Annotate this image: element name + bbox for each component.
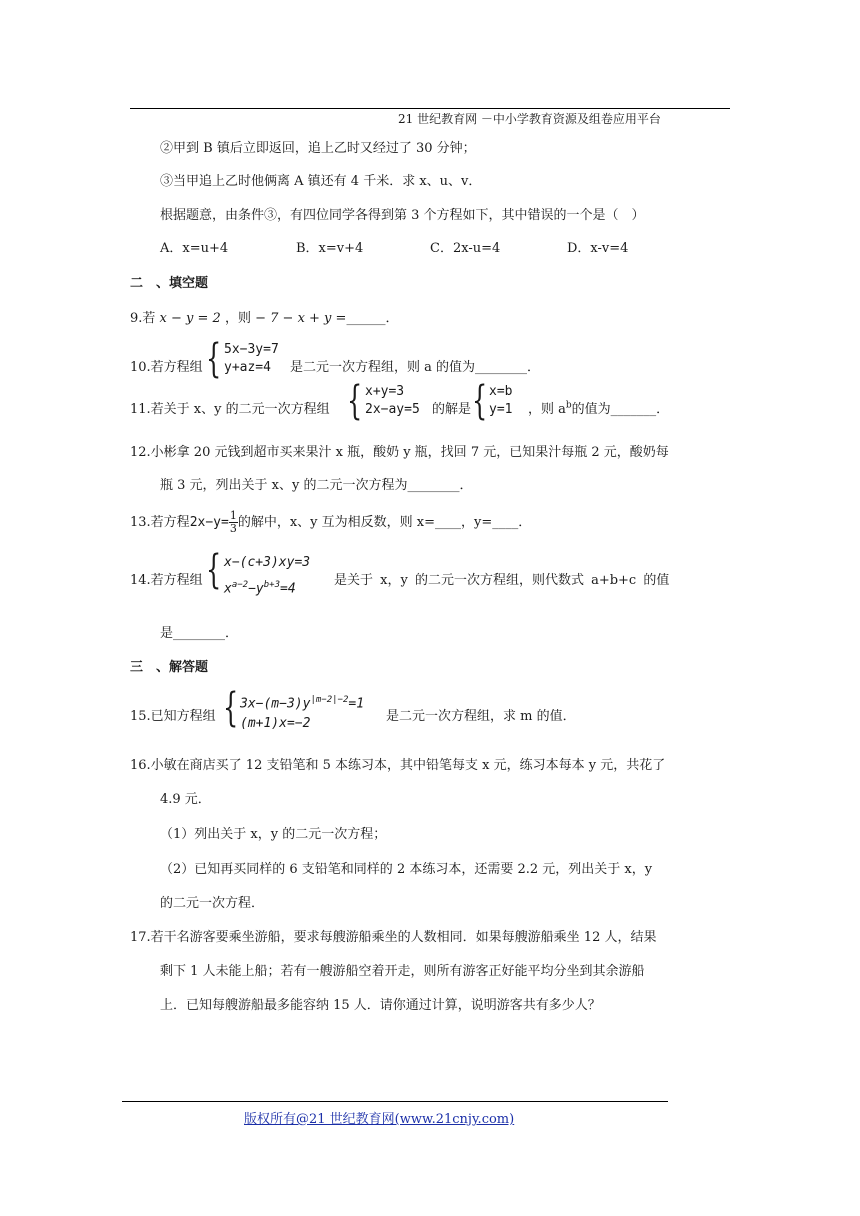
q16-line-1: 16.小敏在商店买了 12 支铅笔和 5 本练习本，其中铅笔每支 x 元，练习本每本 y 元，共花了 bbox=[130, 758, 666, 773]
q9-mid: ，则 bbox=[224, 311, 251, 326]
section-solve-title: 三 、解答题 bbox=[130, 660, 209, 675]
q8-condition-2: ②甲到 B 镇后立即返回，追上乙时又经过了 30 分钟； bbox=[160, 141, 476, 156]
q15-brace: { bbox=[223, 685, 239, 731]
q14-exp-a: a−2 bbox=[231, 580, 249, 590]
q9-tail: =______． bbox=[335, 311, 399, 326]
q12-line-2: 瓶 3 元，列出关于 x、y 的二元一次方程为________． bbox=[160, 478, 473, 493]
header-rule bbox=[130, 108, 730, 109]
q13-fraction bbox=[229, 510, 238, 535]
q14-eq-b bbox=[224, 574, 310, 600]
question-9 bbox=[130, 307, 398, 326]
q10-brace: { bbox=[206, 336, 222, 382]
q11-brace: { bbox=[347, 378, 363, 424]
q15-system bbox=[240, 690, 364, 734]
q14-system bbox=[224, 552, 310, 600]
q16-sub-2b: 的二元一次方程． bbox=[160, 896, 265, 911]
q11-mid: 的解是 bbox=[432, 402, 472, 417]
q16-sub-1: （1）列出关于 x，y 的二元一次方程； bbox=[160, 827, 387, 842]
q12-line-1: 12.小彬拿 20 元钱到超市买来果汁 x 瓶，酸奶 y 瓶，找回 7 元，已知果汁每瓶 2 元，酸奶每 bbox=[130, 445, 669, 460]
q8-option-c: C．2x-u=4 bbox=[430, 241, 501, 256]
q10-eq-a: 5x−3y=7 bbox=[224, 342, 279, 357]
q11-eq-a: x+y=3 bbox=[365, 384, 405, 399]
q8-option-d: D．x-v=4 bbox=[567, 241, 629, 256]
q14-eq-b-1: x bbox=[224, 581, 232, 597]
q10-tail: 是二元一次方程组，则 a 的值为________． bbox=[290, 360, 541, 375]
q14-tail: 是关于 x，y 的二元一次方程组，则代数式 a+b+c 的值 bbox=[334, 573, 670, 588]
q11-solution bbox=[489, 383, 512, 419]
q15-eq-b: (m+1)x=−2 bbox=[240, 716, 311, 732]
q16-line-2: 4.9 元． bbox=[160, 792, 211, 807]
q11-system bbox=[365, 383, 420, 419]
q11-exponent: b bbox=[565, 400, 572, 411]
q17-line-2: 剩下 1 人未能上船；若有一艘游船空着开走，则所有游客正好能平均分坐到其余游船 bbox=[160, 964, 645, 979]
q8-stem: 根据题意，由条件③，有四位同学各得到第 3 个方程如下，其中错误的一个是（ ） bbox=[160, 208, 645, 223]
q14-exp-b: b+3 bbox=[263, 580, 281, 590]
q8-option-a: A．x=u+4 bbox=[160, 241, 229, 256]
q15-tail: 是二元一次方程组，求 m 的值． bbox=[386, 709, 576, 724]
q14-eq-b-2: −y bbox=[248, 581, 264, 597]
q11-sol-a: x=b bbox=[489, 384, 513, 399]
q10-eq-b: y+az=4 bbox=[224, 360, 271, 375]
q14-line-2: 是________． bbox=[160, 626, 239, 641]
q13-fraction-den: 3 bbox=[229, 522, 237, 535]
q14-num: 14.若方程组 bbox=[130, 573, 203, 588]
q13-eq: 2x−y= bbox=[189, 515, 229, 530]
q10-system bbox=[224, 341, 279, 377]
q15-eq-a-2: =1 bbox=[348, 696, 365, 712]
footer-copyright-link[interactable]: 版权所有@21 世纪教育网(www.21cnjy.com) bbox=[244, 1112, 515, 1127]
q8-option-b: B．x=v+4 bbox=[296, 241, 364, 256]
q11-tail-1: ，则 a bbox=[528, 402, 566, 417]
q16-sub-2a: （2）已知再买同样的 6 支铅笔和同样的 2 本练习本，还需要 2.2 元，列出关于 x，y bbox=[160, 862, 653, 877]
q9-num: 9.若 bbox=[130, 311, 156, 326]
q15-num: 15.已知方程组 bbox=[130, 709, 216, 724]
q8-condition-3: ③当甲追上乙时他俩离 A 镇还有 4 千米．求 x、u、v． bbox=[160, 174, 482, 189]
q15-exponent: |m−2|−2 bbox=[310, 695, 349, 705]
header-text: 21 世纪教育网 －中小学教育资源及组卷应用平台 bbox=[398, 112, 661, 126]
q15-eq-a-1: 3x−(m−3)y bbox=[240, 696, 311, 712]
q15-eq-a bbox=[240, 690, 364, 714]
q13-tail: 的解中，x、y 互为相反数，则 x=____，y=____． bbox=[237, 515, 532, 530]
q11-sol-b: y=1 bbox=[489, 402, 513, 417]
q11-num: 11.若关于 x、y 的二元一次方程组 bbox=[130, 402, 330, 417]
q11-tail bbox=[528, 398, 669, 417]
q17-line-1: 17.若干名游客要乘坐游船，要求每艘游船乘坐的人数相同．如果每艘游船乘坐 12 人，结果 bbox=[130, 930, 657, 945]
question-13 bbox=[130, 510, 531, 535]
q11-tail-2: 的值为_______． bbox=[571, 402, 670, 417]
section-fill-in-title: 二 、填空题 bbox=[130, 276, 209, 291]
q14-eq-b-3: =4 bbox=[280, 581, 296, 597]
q9-eq2: − 7 − x + y bbox=[255, 311, 332, 326]
q14-brace: { bbox=[206, 547, 222, 593]
q17-line-3: 上．已知每艘游船最多能容纳 15 人．请你通过计算，说明游客共有多少人？ bbox=[160, 998, 601, 1013]
q13-fraction-num: 1 bbox=[229, 509, 237, 522]
q11-solution-brace: { bbox=[472, 378, 488, 424]
q13-num: 13.若方程 bbox=[130, 515, 190, 530]
q14-eq-a: x−(c+3)xy=3 bbox=[224, 555, 311, 570]
footer-rule bbox=[122, 1101, 668, 1102]
q10-num: 10.若方程组 bbox=[130, 360, 203, 375]
q11-eq-b: 2x−ay=5 bbox=[365, 402, 420, 417]
q9-eq1: x − y = 2 bbox=[159, 311, 221, 326]
